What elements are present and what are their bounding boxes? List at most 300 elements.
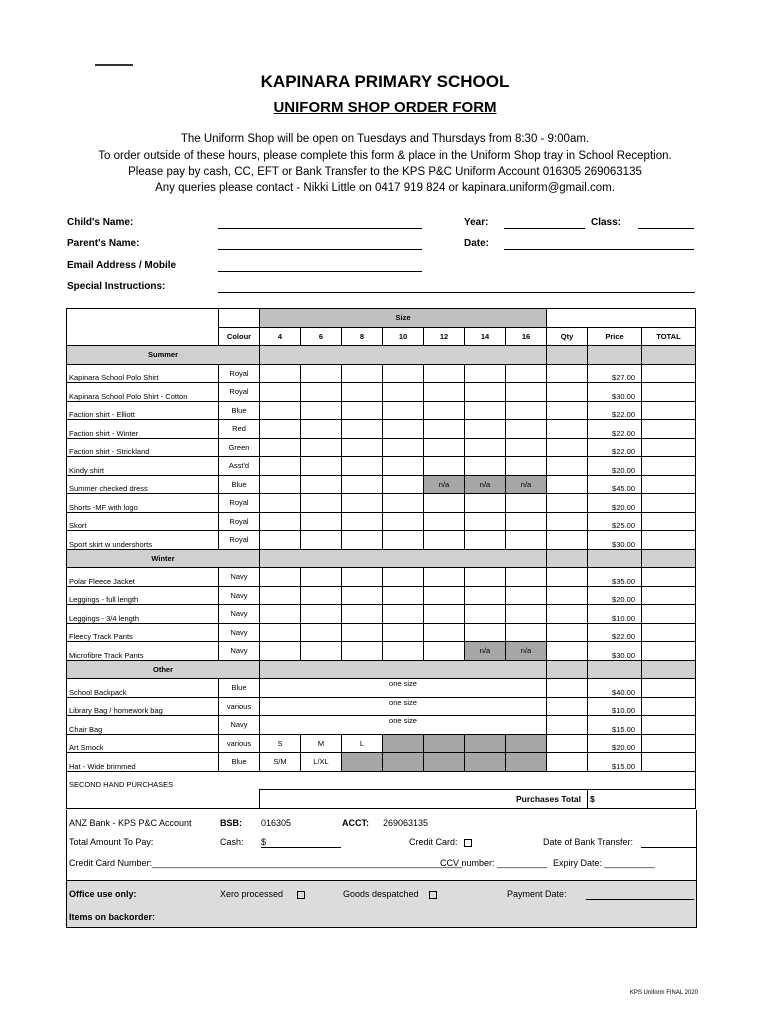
table-row — [67, 716, 696, 735]
col-size-4: 4 — [260, 327, 301, 346]
table-row — [67, 512, 696, 531]
size-qty-cell[interactable] — [424, 512, 465, 531]
year-input[interactable] — [504, 228, 585, 229]
qty-cell[interactable] — [547, 420, 588, 439]
year-label: Year: — [464, 217, 489, 228]
expiry-field[interactable]: Expiry Date: __________ — [553, 858, 655, 868]
size-qty-cell[interactable] — [465, 364, 506, 383]
item-colour: Blue — [219, 679, 260, 698]
item-name: Summer checked dress — [67, 475, 219, 494]
item-name: Faction shirt - Elliott — [67, 401, 219, 420]
size-qty-cell[interactable] — [260, 420, 301, 439]
size-unavailable-cell — [383, 753, 424, 772]
size-qty-cell[interactable] — [260, 383, 301, 402]
bank-name: ANZ Bank - KPS P&C Account — [69, 818, 192, 828]
qty-cell[interactable] — [547, 438, 588, 457]
goods-label: Goods despatched — [343, 889, 419, 899]
size-qty-cell[interactable] — [506, 457, 547, 476]
table-row — [67, 420, 696, 439]
col-qty: Qty — [547, 327, 588, 346]
size-option-cell[interactable]: L — [342, 734, 383, 753]
table-row — [67, 642, 696, 661]
size-qty-cell[interactable] — [506, 586, 547, 605]
size-qty-cell[interactable] — [301, 605, 342, 624]
size-qty-cell[interactable] — [383, 605, 424, 624]
purchases-total-input[interactable]: $ — [588, 790, 696, 809]
size-qty-cell[interactable] — [424, 568, 465, 587]
size-qty-cell[interactable] — [424, 531, 465, 550]
table-row — [67, 364, 696, 383]
total-cell[interactable] — [642, 512, 696, 531]
qty-cell[interactable] — [547, 679, 588, 698]
email-label: Email Address / Mobile — [67, 260, 177, 271]
size-na-cell: n/a — [506, 642, 547, 661]
size-unavailable-cell — [383, 734, 424, 753]
size-qty-cell[interactable] — [383, 512, 424, 531]
size-qty-cell[interactable] — [260, 401, 301, 420]
table-row — [67, 605, 696, 624]
size-qty-cell[interactable] — [260, 512, 301, 531]
size-qty-cell[interactable] — [424, 364, 465, 383]
qty-cell[interactable] — [547, 494, 588, 513]
col-price: Price — [588, 327, 642, 346]
col-size-10: 10 — [383, 327, 424, 346]
total-cell[interactable] — [642, 475, 696, 494]
child-name-label: Child's Name: — [67, 217, 134, 228]
goods-checkbox[interactable] — [429, 891, 437, 899]
item-price: $10.00 — [588, 697, 642, 716]
size-qty-cell[interactable] — [506, 438, 547, 457]
intro-line-3: Please pay by cash, CC, EFT or Bank Transfer to the KPS P&C Uniform Account 016305 269063135 — [128, 166, 642, 178]
qty-cell[interactable] — [547, 753, 588, 772]
total-cell[interactable] — [642, 753, 696, 772]
item-price: $22.00 — [588, 420, 642, 439]
item-name: Art Smock — [67, 734, 219, 753]
total-cell[interactable] — [642, 623, 696, 642]
size-qty-cell[interactable] — [465, 605, 506, 624]
qty-cell[interactable] — [547, 623, 588, 642]
size-qty-cell[interactable] — [342, 457, 383, 476]
section-winter: Winter — [67, 549, 260, 568]
size-qty-cell[interactable] — [424, 605, 465, 624]
item-colour: Royal — [219, 512, 260, 531]
total-cell[interactable] — [642, 605, 696, 624]
bsb-label: BSB: — [220, 818, 242, 828]
size-na-cell: n/a — [465, 475, 506, 494]
xero-label: Xero processed — [220, 889, 284, 899]
item-price: $20.00 — [588, 494, 642, 513]
table-row — [67, 494, 696, 513]
size-qty-cell[interactable] — [506, 605, 547, 624]
table-row — [67, 679, 696, 698]
size-qty-cell[interactable] — [506, 401, 547, 420]
total-cell[interactable] — [642, 679, 696, 698]
size-qty-cell[interactable] — [424, 457, 465, 476]
size-qty-cell[interactable] — [342, 642, 383, 661]
item-colour: Blue — [219, 475, 260, 494]
item-price: $30.00 — [588, 642, 642, 661]
qty-cell[interactable] — [547, 401, 588, 420]
size-qty-cell[interactable] — [260, 364, 301, 383]
size-qty-cell[interactable] — [342, 383, 383, 402]
size-qty-cell[interactable] — [506, 512, 547, 531]
size-qty-cell[interactable] — [260, 623, 301, 642]
class-input[interactable] — [638, 228, 694, 229]
size-unavailable-cell — [342, 753, 383, 772]
credit-card-label: Credit Card: — [409, 837, 458, 847]
item-colour: Royal — [219, 383, 260, 402]
one-size-cell[interactable]: one size — [260, 697, 547, 716]
qty-cell[interactable] — [547, 364, 588, 383]
size-qty-cell[interactable] — [301, 531, 342, 550]
size-option-cell[interactable]: S/M — [260, 753, 301, 772]
intro-line-2: To order outside of these hours, please complete this form & place in the Uniform Shop tray in School Reception. — [98, 150, 672, 162]
table-row — [67, 457, 696, 476]
size-qty-cell[interactable] — [424, 383, 465, 402]
item-price: $15.00 — [588, 753, 642, 772]
size-qty-cell[interactable] — [465, 438, 506, 457]
size-header: Size — [260, 309, 547, 328]
size-unavailable-cell — [424, 753, 465, 772]
item-colour: Navy — [219, 568, 260, 587]
item-price: $22.00 — [588, 623, 642, 642]
size-unavailable-cell — [465, 734, 506, 753]
size-qty-cell[interactable] — [342, 475, 383, 494]
size-option-cell[interactable]: L/XL — [301, 753, 342, 772]
total-amount-label: Total Amount To Pay: — [69, 837, 154, 847]
total-cell[interactable] — [642, 586, 696, 605]
size-qty-cell[interactable] — [424, 401, 465, 420]
size-qty-cell[interactable] — [383, 383, 424, 402]
item-colour: Asst'd — [219, 457, 260, 476]
table-row — [67, 568, 696, 587]
size-qty-cell[interactable] — [424, 623, 465, 642]
item-colour: Navy — [219, 586, 260, 605]
special-instructions-label: Special Instructions: — [67, 281, 166, 292]
size-qty-cell[interactable] — [383, 494, 424, 513]
bank-transfer-label: Date of Bank Transfer: — [543, 837, 634, 847]
size-qty-cell[interactable] — [465, 531, 506, 550]
total-cell[interactable] — [642, 364, 696, 383]
second-hand-row — [67, 771, 696, 790]
bsb-value: 016305 — [261, 818, 292, 828]
size-qty-cell[interactable] — [301, 642, 342, 661]
size-qty-cell[interactable] — [465, 401, 506, 420]
item-name: Leggings - full length — [67, 586, 219, 605]
bank-transfer-input[interactable] — [641, 847, 696, 848]
total-cell[interactable] — [642, 420, 696, 439]
payment-date-label: Payment Date: — [507, 889, 567, 899]
section-other-row — [67, 660, 696, 679]
size-qty-cell[interactable] — [383, 623, 424, 642]
size-qty-cell[interactable] — [260, 438, 301, 457]
item-name: Kindy shirt — [67, 457, 219, 476]
item-colour: Navy — [219, 642, 260, 661]
footer-note: KPS Uniform FINAL 2020 — [629, 990, 698, 996]
size-qty-cell[interactable] — [383, 364, 424, 383]
table-row — [67, 697, 696, 716]
size-qty-cell[interactable] — [383, 586, 424, 605]
item-colour: various — [219, 734, 260, 753]
qty-cell[interactable] — [547, 642, 588, 661]
size-qty-cell[interactable] — [465, 623, 506, 642]
total-cell[interactable] — [642, 734, 696, 753]
size-qty-cell[interactable] — [260, 457, 301, 476]
child-name-input[interactable] — [218, 228, 422, 229]
table-row — [67, 586, 696, 605]
date-label: Date: — [464, 238, 490, 249]
size-option-cell[interactable]: M — [301, 734, 342, 753]
col-size-8: 8 — [342, 327, 383, 346]
size-qty-cell[interactable] — [506, 420, 547, 439]
size-qty-cell[interactable] — [465, 420, 506, 439]
qty-cell[interactable] — [547, 586, 588, 605]
qty-cell[interactable] — [547, 457, 588, 476]
summer-items — [67, 364, 696, 549]
size-qty-cell[interactable] — [342, 605, 383, 624]
size-qty-cell[interactable] — [383, 531, 424, 550]
cash-label: Cash: — [220, 837, 244, 847]
size-unavailable-cell — [506, 753, 547, 772]
size-qty-cell[interactable] — [383, 420, 424, 439]
size-qty-cell[interactable] — [260, 475, 301, 494]
size-qty-cell[interactable] — [301, 568, 342, 587]
size-qty-cell[interactable] — [260, 642, 301, 661]
table-row — [67, 623, 696, 642]
size-qty-cell[interactable] — [260, 531, 301, 550]
col-size-12: 12 — [424, 327, 465, 346]
item-price: $22.00 — [588, 401, 642, 420]
one-size-cell[interactable]: one size — [260, 679, 547, 698]
size-qty-cell[interactable] — [342, 512, 383, 531]
item-colour: Royal — [219, 494, 260, 513]
qty-cell[interactable] — [547, 568, 588, 587]
size-qty-cell[interactable] — [383, 457, 424, 476]
size-qty-cell[interactable] — [424, 642, 465, 661]
purchases-total-row — [67, 790, 696, 809]
item-colour: Navy — [219, 716, 260, 735]
item-name: Leggings - 3/4 length — [67, 605, 219, 624]
backorder-label: Items on backorder: — [69, 912, 156, 922]
col-total: TOTAL — [642, 327, 696, 346]
item-colour: Royal — [219, 531, 260, 550]
size-qty-cell[interactable] — [301, 401, 342, 420]
size-qty-cell[interactable] — [301, 494, 342, 513]
item-name: Kapinara School Polo Shirt - Cotton — [67, 383, 219, 402]
total-cell[interactable] — [642, 716, 696, 735]
ccv-field[interactable]: CCV number: __________ — [440, 858, 548, 868]
size-qty-cell[interactable] — [301, 438, 342, 457]
payment-date-input[interactable] — [586, 899, 694, 900]
size-qty-cell[interactable] — [506, 364, 547, 383]
acct-value: 269063135 — [383, 818, 429, 828]
qty-cell[interactable] — [547, 383, 588, 402]
size-unavailable-cell — [424, 734, 465, 753]
size-unavailable-cell — [506, 734, 547, 753]
payment-section — [66, 810, 697, 881]
purchases-total-label: Purchases Total — [260, 790, 588, 809]
item-colour: various — [219, 697, 260, 716]
size-qty-cell[interactable] — [342, 364, 383, 383]
qty-cell[interactable] — [547, 605, 588, 624]
size-qty-cell[interactable] — [465, 586, 506, 605]
qty-cell[interactable] — [547, 734, 588, 753]
parent-name-label: Parent's Name: — [67, 238, 140, 249]
qty-cell[interactable] — [547, 475, 588, 494]
office-section — [66, 880, 697, 928]
item-price: $20.00 — [588, 734, 642, 753]
table-row — [67, 475, 696, 494]
col-size-6: 6 — [301, 327, 342, 346]
school-title: KAPINARA PRIMARY SCHOOL — [260, 72, 510, 91]
special-instructions-input[interactable] — [218, 292, 695, 293]
size-qty-cell[interactable] — [342, 568, 383, 587]
size-qty-cell[interactable] — [383, 642, 424, 661]
size-qty-cell[interactable] — [506, 494, 547, 513]
parent-name-input[interactable] — [218, 249, 422, 250]
item-name: Kapinara School Polo Shirt — [67, 364, 219, 383]
size-qty-cell[interactable] — [301, 383, 342, 402]
form-title: UNIFORM SHOP ORDER FORM — [273, 99, 497, 116]
item-name: Skort — [67, 512, 219, 531]
item-name: Faction shirt - Strickland — [67, 438, 219, 457]
class-label: Class: — [591, 217, 622, 228]
size-qty-cell[interactable] — [260, 605, 301, 624]
item-colour: Navy — [219, 623, 260, 642]
section-winter-row — [67, 549, 696, 568]
size-qty-cell[interactable] — [465, 512, 506, 531]
size-qty-cell[interactable] — [465, 568, 506, 587]
size-qty-cell[interactable] — [342, 494, 383, 513]
credit-card-checkbox[interactable] — [464, 839, 472, 847]
item-name: Shorts -MF with logo — [67, 494, 219, 513]
total-cell[interactable] — [642, 531, 696, 550]
acct-label: ACCT: — [342, 818, 369, 828]
item-price: $20.00 — [588, 457, 642, 476]
size-qty-cell[interactable] — [465, 457, 506, 476]
item-colour: Red — [219, 420, 260, 439]
total-cell[interactable] — [642, 457, 696, 476]
table-row — [67, 734, 696, 753]
size-qty-cell[interactable] — [383, 475, 424, 494]
email-input[interactable] — [218, 271, 422, 272]
item-price: $27.00 — [588, 364, 642, 383]
goods-option[interactable] — [343, 889, 437, 899]
item-name: Library Bag / homework bag — [67, 697, 219, 716]
size-qty-cell[interactable] — [260, 586, 301, 605]
xero-option[interactable] — [220, 889, 305, 899]
item-name: Microfibre Track Pants — [67, 642, 219, 661]
credit-card-option[interactable] — [409, 837, 472, 847]
size-qty-cell[interactable] — [342, 401, 383, 420]
section-summer: Summer — [67, 346, 260, 365]
size-option-cell[interactable]: S — [260, 734, 301, 753]
col-size-14: 14 — [465, 327, 506, 346]
cc-number-field[interactable]: Credit Card Number:______________________________________________________________ — [69, 858, 463, 868]
size-qty-cell[interactable] — [342, 531, 383, 550]
size-qty-cell[interactable] — [342, 420, 383, 439]
size-qty-cell[interactable] — [424, 586, 465, 605]
one-size-cell[interactable]: one size — [260, 716, 547, 735]
size-qty-cell[interactable] — [465, 494, 506, 513]
office-use-label: Office use only: — [69, 889, 137, 899]
item-price: $15.00 — [588, 716, 642, 735]
size-qty-cell[interactable] — [342, 438, 383, 457]
col-colour: Colour — [219, 327, 260, 346]
other-items — [67, 679, 696, 772]
cash-input[interactable]: $ — [261, 837, 341, 848]
item-price: $22.00 — [588, 438, 642, 457]
size-qty-cell[interactable] — [342, 586, 383, 605]
qty-cell[interactable] — [547, 716, 588, 735]
size-qty-cell[interactable] — [383, 438, 424, 457]
size-qty-cell[interactable] — [506, 623, 547, 642]
total-cell[interactable] — [642, 568, 696, 587]
qty-cell[interactable] — [547, 531, 588, 550]
table-row — [67, 401, 696, 420]
total-cell[interactable] — [642, 697, 696, 716]
item-colour: Blue — [219, 401, 260, 420]
qty-cell[interactable] — [547, 697, 588, 716]
size-qty-cell[interactable] — [506, 568, 547, 587]
item-price: $10.00 — [588, 605, 642, 624]
intro-line-1: The Uniform Shop will be open on Tuesdays and Thursdays from 8:30 - 9:00am. — [180, 133, 590, 145]
size-qty-cell[interactable] — [301, 623, 342, 642]
size-qty-cell[interactable] — [424, 494, 465, 513]
total-cell[interactable] — [642, 438, 696, 457]
xero-checkbox[interactable] — [297, 891, 305, 899]
item-colour: Green — [219, 438, 260, 457]
item-price: $35.00 — [588, 568, 642, 587]
item-name: School Backpack — [67, 679, 219, 698]
size-qty-cell[interactable] — [465, 383, 506, 402]
size-qty-cell[interactable] — [301, 364, 342, 383]
section-other: Other — [67, 660, 260, 679]
second-hand-label: SECOND HAND PURCHASES — [67, 771, 696, 790]
item-price: $45.00 — [588, 475, 642, 494]
size-qty-cell[interactable] — [301, 475, 342, 494]
size-qty-cell[interactable] — [260, 494, 301, 513]
qty-cell[interactable] — [547, 512, 588, 531]
size-qty-cell[interactable] — [301, 512, 342, 531]
total-cell[interactable] — [642, 642, 696, 661]
size-qty-cell[interactable] — [424, 438, 465, 457]
item-colour: Blue — [219, 753, 260, 772]
size-qty-cell[interactable] — [506, 531, 547, 550]
total-cell[interactable] — [642, 494, 696, 513]
item-price: $20.00 — [588, 586, 642, 605]
size-qty-cell[interactable] — [383, 401, 424, 420]
intro-line-4: Any queries please contact - Nikki Little on 0417 919 824 or kapinara.uniform@gmail.com. — [155, 182, 615, 194]
item-price: $30.00 — [588, 531, 642, 550]
size-qty-cell[interactable] — [506, 383, 547, 402]
size-qty-cell[interactable] — [342, 623, 383, 642]
order-table — [66, 308, 696, 809]
size-na-cell: n/a — [424, 475, 465, 494]
total-cell[interactable] — [642, 383, 696, 402]
winter-items — [67, 568, 696, 661]
size-qty-cell[interactable] — [301, 457, 342, 476]
total-cell[interactable] — [642, 401, 696, 420]
size-qty-cell[interactable] — [260, 568, 301, 587]
size-qty-cell[interactable] — [301, 420, 342, 439]
date-input[interactable] — [504, 249, 694, 250]
size-qty-cell[interactable] — [383, 568, 424, 587]
item-price: $40.00 — [588, 679, 642, 698]
size-qty-cell[interactable] — [301, 586, 342, 605]
size-qty-cell[interactable] — [424, 420, 465, 439]
item-colour: Navy — [219, 605, 260, 624]
